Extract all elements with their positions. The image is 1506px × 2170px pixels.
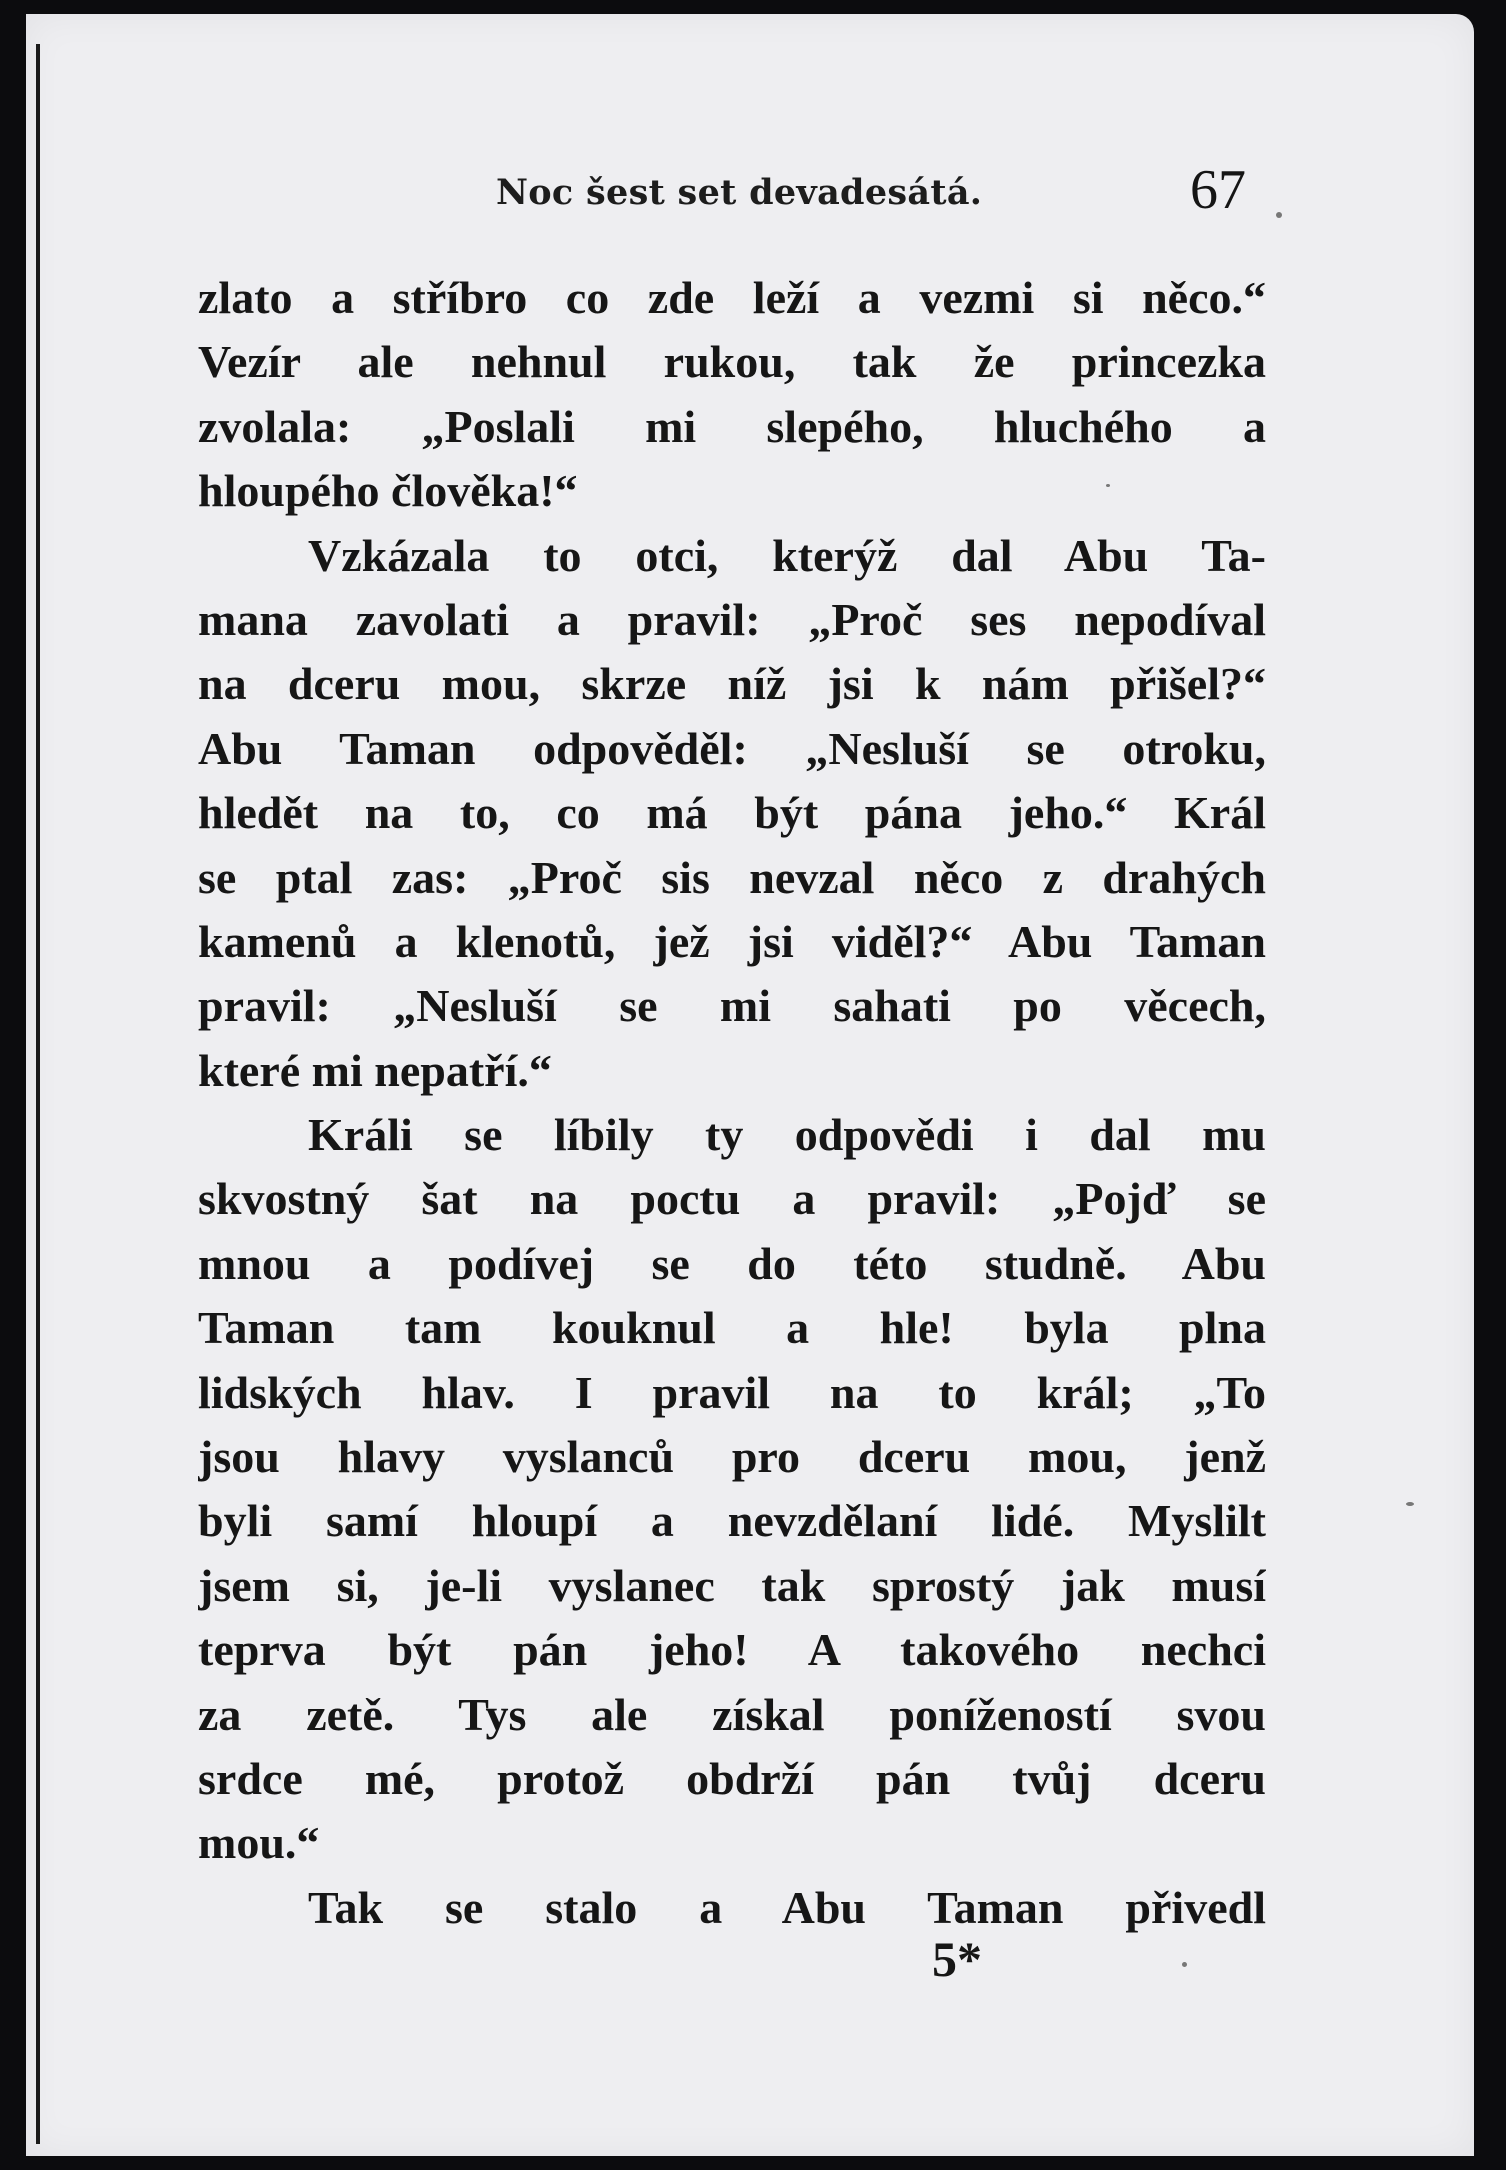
running-title: Noc šest set devadesátá. [496,172,983,213]
text-line: byli samí hloupí a nevzdělaní lidé. Myslilt [198,1495,1266,1547]
text-line: hloupého člověka!“ [198,465,578,517]
text-line: Tak se stalo a Abu Taman přivedl [308,1881,1266,1933]
text-line: mana zavolati a pravil: „Proč ses nepodíval [198,593,1266,645]
text-line: Abu Taman odpověděl: „Nesluší se otroku, [198,722,1266,774]
text-line: za zetě. Tys ale získal ponížeností svou [198,1688,1266,1740]
binding-edge [36,44,40,2144]
text-line: zvolala: „Poslali mi slepého, hluchého a [198,400,1266,452]
text-line: Vezír ale nehnul rukou, tak že princezka [198,336,1266,388]
text-line: lidských hlav. I pravil na to král; „To [198,1366,1266,1418]
text-line: pravil: „Nesluší se mi sahati po věcech, [198,980,1266,1032]
body-text [198,266,1266,1940]
text-line: mnou a podívej se do této studně. Abu [198,1237,1266,1289]
paper-speck [1406,1502,1414,1506]
book-page [26,14,1474,2156]
text-line: Taman tam kouknul a hle! byla plna [198,1302,1266,1354]
signature-mark: 5* [932,1931,982,1987]
page-header [26,159,1474,232]
paper-speck [1182,1962,1187,1967]
text-line: teprva být pán jeho! A takového nechci [198,1624,1266,1676]
text-line: skvostný šat na poctu a pravil: „Pojď se [198,1173,1266,1225]
text-line: zlato a stříbro co zde leží a vezmi si něco.“ [198,272,1266,323]
text-line: se ptal zas: „Proč sis nevzal něco z drahých [198,851,1266,903]
text-line: které mi nepatří.“ [198,1044,552,1096]
paper-speck [1276,212,1282,218]
text-line: na dceru mou, skrze níž jsi k nám přišel?“ [198,658,1266,710]
text-line: jsem si, je-li vyslanec tak sprostý jak musí [198,1559,1266,1611]
paper-speck [1106,484,1110,487]
text-line: Vzkázala to otci, kterýž dal Abu Ta- [308,529,1266,581]
text-line: hledět na to, co má být pána jeho.“ Král [198,787,1266,839]
text-line: kamenů a klenotů, jež jsi viděl?“ Abu Taman [198,915,1266,967]
text-line: jsou hlavy vyslanců pro dceru mou, jenž [198,1431,1266,1483]
page-number: 67 [1190,159,1246,221]
text-line: srdce mé, protož obdrží pán tvůj dceru [198,1752,1266,1804]
text-line: mou.“ [198,1817,320,1869]
text-line: Králi se líbily ty odpovědi i dal mu [308,1109,1266,1161]
